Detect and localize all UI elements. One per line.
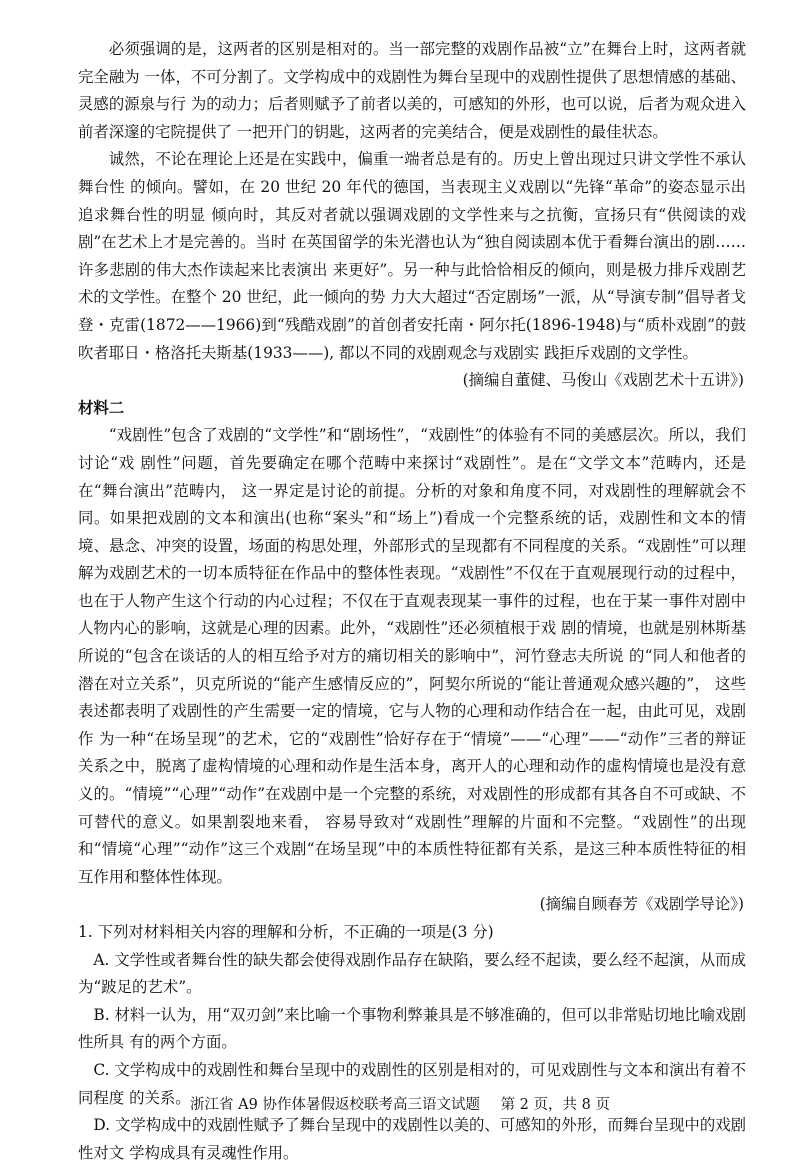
question-1-option-d: D. 文学构成中的戏剧性赋予了舞台呈现中的戏剧性以美的、可感知的外形，而舞台呈现中的戏剧性对文 学构成具有灵魂性作用。 bbox=[78, 1116, 746, 1162]
document-body bbox=[78, 36, 746, 1167]
material1-paragraph-2: 诚然，不论在理论上还是在实践中，偏重一端者总是有的。历史上曾出现过只讲文学性不承认舞台性 的倾向。譬如，在 20 世纪 20 年代的德国，当表现主义戏剧以“先锋“革命”的姿态显示出追求舞台性的明显 倾向时，其反对者就以强调戏剧的文学性来与之抗衡，宣扬只有“供阅读的戏剧”在艺术上才是完善的。当时 在英国留学的朱光潜也认为“独自阅读剧本优于看舞台演出的剧……许多悲剧的伟大杰作读起来比表演出 来更好”。另一种与此恰恰相反的倾向，则是极力排斥戏剧艺术的文学性。在整个 20 世纪，此一倾向的势 力大大超过“否定剧场”一派，从“导演专制”倡导者戈登・克雷(1872——1966)到“残酷戏剧”的首创者安托南・阿尔托(1896-1948)与“质朴戏剧”的鼓吹者耶日・格洛托夫斯基(1933——), 都以不同的戏剧观念与戏剧实 践拒斥戏剧的文学性。 bbox=[78, 150, 746, 362]
page-footer bbox=[0, 1095, 800, 1115]
question-1-option-a: A. 文学性或者舞台性的缺失都会使得戏剧作品存在缺陷，要么经不起读，要么经不起演，从而成为“跛足的艺术”。 bbox=[78, 950, 746, 997]
question-1-option-c: C. 文学构成中的戏剧性和舞台呈现中的戏剧性的区别是相对的，可见戏剧性与文本和演出有着不同程度 的关系。 bbox=[78, 1060, 746, 1107]
footer-exam-title: 浙江省 A9 协作体暑假返校联考高三语文试题 bbox=[190, 1097, 480, 1113]
footer-page-number: 第 2 页，共 8 页 bbox=[500, 1097, 610, 1113]
material1-citation: (摘编自董健、马俊山《戏剧艺术十五讲》) bbox=[462, 371, 744, 390]
material2-citation: (摘编自顾春芳《戏剧学导论》) bbox=[539, 895, 744, 914]
material2-heading: 材料二 bbox=[78, 398, 125, 417]
material1-paragraph-1: 必须强调的是，这两者的区别是相对的。当一部完整的戏剧作品被“立”在舞台上时，这两者就完全融为 一体，不可分割了。文学构成中的戏剧性为舞台呈现中的戏剧性提供了思想情感的基础、灵感的源泉与行 为的动力；后者则赋予了前者以美的，可感知的外形，也可以说，后者为观众进入前者深邃的宅院提供了 一把开门的钥匙，这两者的完美结合，便是戏剧性的最佳状态。 bbox=[78, 40, 746, 141]
material2-paragraph-1: “戏剧性”包含了戏剧的“文学性”和“剧场性”，“戏剧性”的体验有不同的美感层次。所以，我们讨论“戏 剧性”问题，首先要确定在哪个范畴中来探讨“戏剧性”。是在“文学文本”范畴内，还是在“舞台演出”范畴内， 这一界定是讨论的前提。分析的对象和角度不同，对戏剧性的理解就会不同。如果把戏剧的文本和演出(也称“案头”和“场上”)看成一个完整系统的话，戏剧性和文本的情境、悬念、冲突的设置，场面的构思处理，外部形式的呈现都有不同程度的关系。“戏剧性”可以理解为戏剧艺术的一切本质特征在作品中的整体性表现。“戏剧性”不仅在于直观展现行动的过程中，也在于人物产生这个行动的内心过程；不仅在于直观表现某一事件的过程，也在于某一事件对剧中人物内心的影响，这就是心理的因素。此外，“戏剧性”还必须植根于戏 剧的情境，也就是别林斯基所说的“包含在谈话的人的相互给予对方的痛切相关的影响中”，河竹登志夫所说 的“同人和他者的潜在对立关系”，贝克所说的“能产生感情反应的”，阿契尔所说的“能让普通观众感兴趣的”， 这些表述都表明了戏剧性的产生需要一定的情境，它与人物的心理和动作结合在一起，由此可见，戏剧作 为一种“在场呈现”的艺术，它的“戏剧性”恰好存在于“情境”——“心理”——“动作”三者的辩证关系之中，脱离了虚构情境的心理和动作是生活本身，离开人的心理和动作的虚构情境也是没有意义的。“情境”“心理”“动作”在戏剧中是一个完整的系统，对戏剧性的形成都有其各自不可或缺、不可替代的意义。如果割裂地来看， 容易导致对“戏剧性”理解的片面和不完整。“戏剧性”的出现和“情境“心理”“动作”这三个戏剧“在场呈现”中的本质性特征都有关系，是这三种本质性特征的相互作用和整体性体现。 bbox=[78, 426, 746, 886]
question-1-option-b: B. 材料一认为，用“双刃剑”来比喻一个事物利弊兼具是不够准确的，但可以非常贴切地比喻戏剧性所具 有的两个方面。 bbox=[78, 1005, 746, 1052]
question-1-stem: 1. 下列对材料相关内容的理解和分析，不正确的一项是(3 分) bbox=[78, 923, 494, 941]
